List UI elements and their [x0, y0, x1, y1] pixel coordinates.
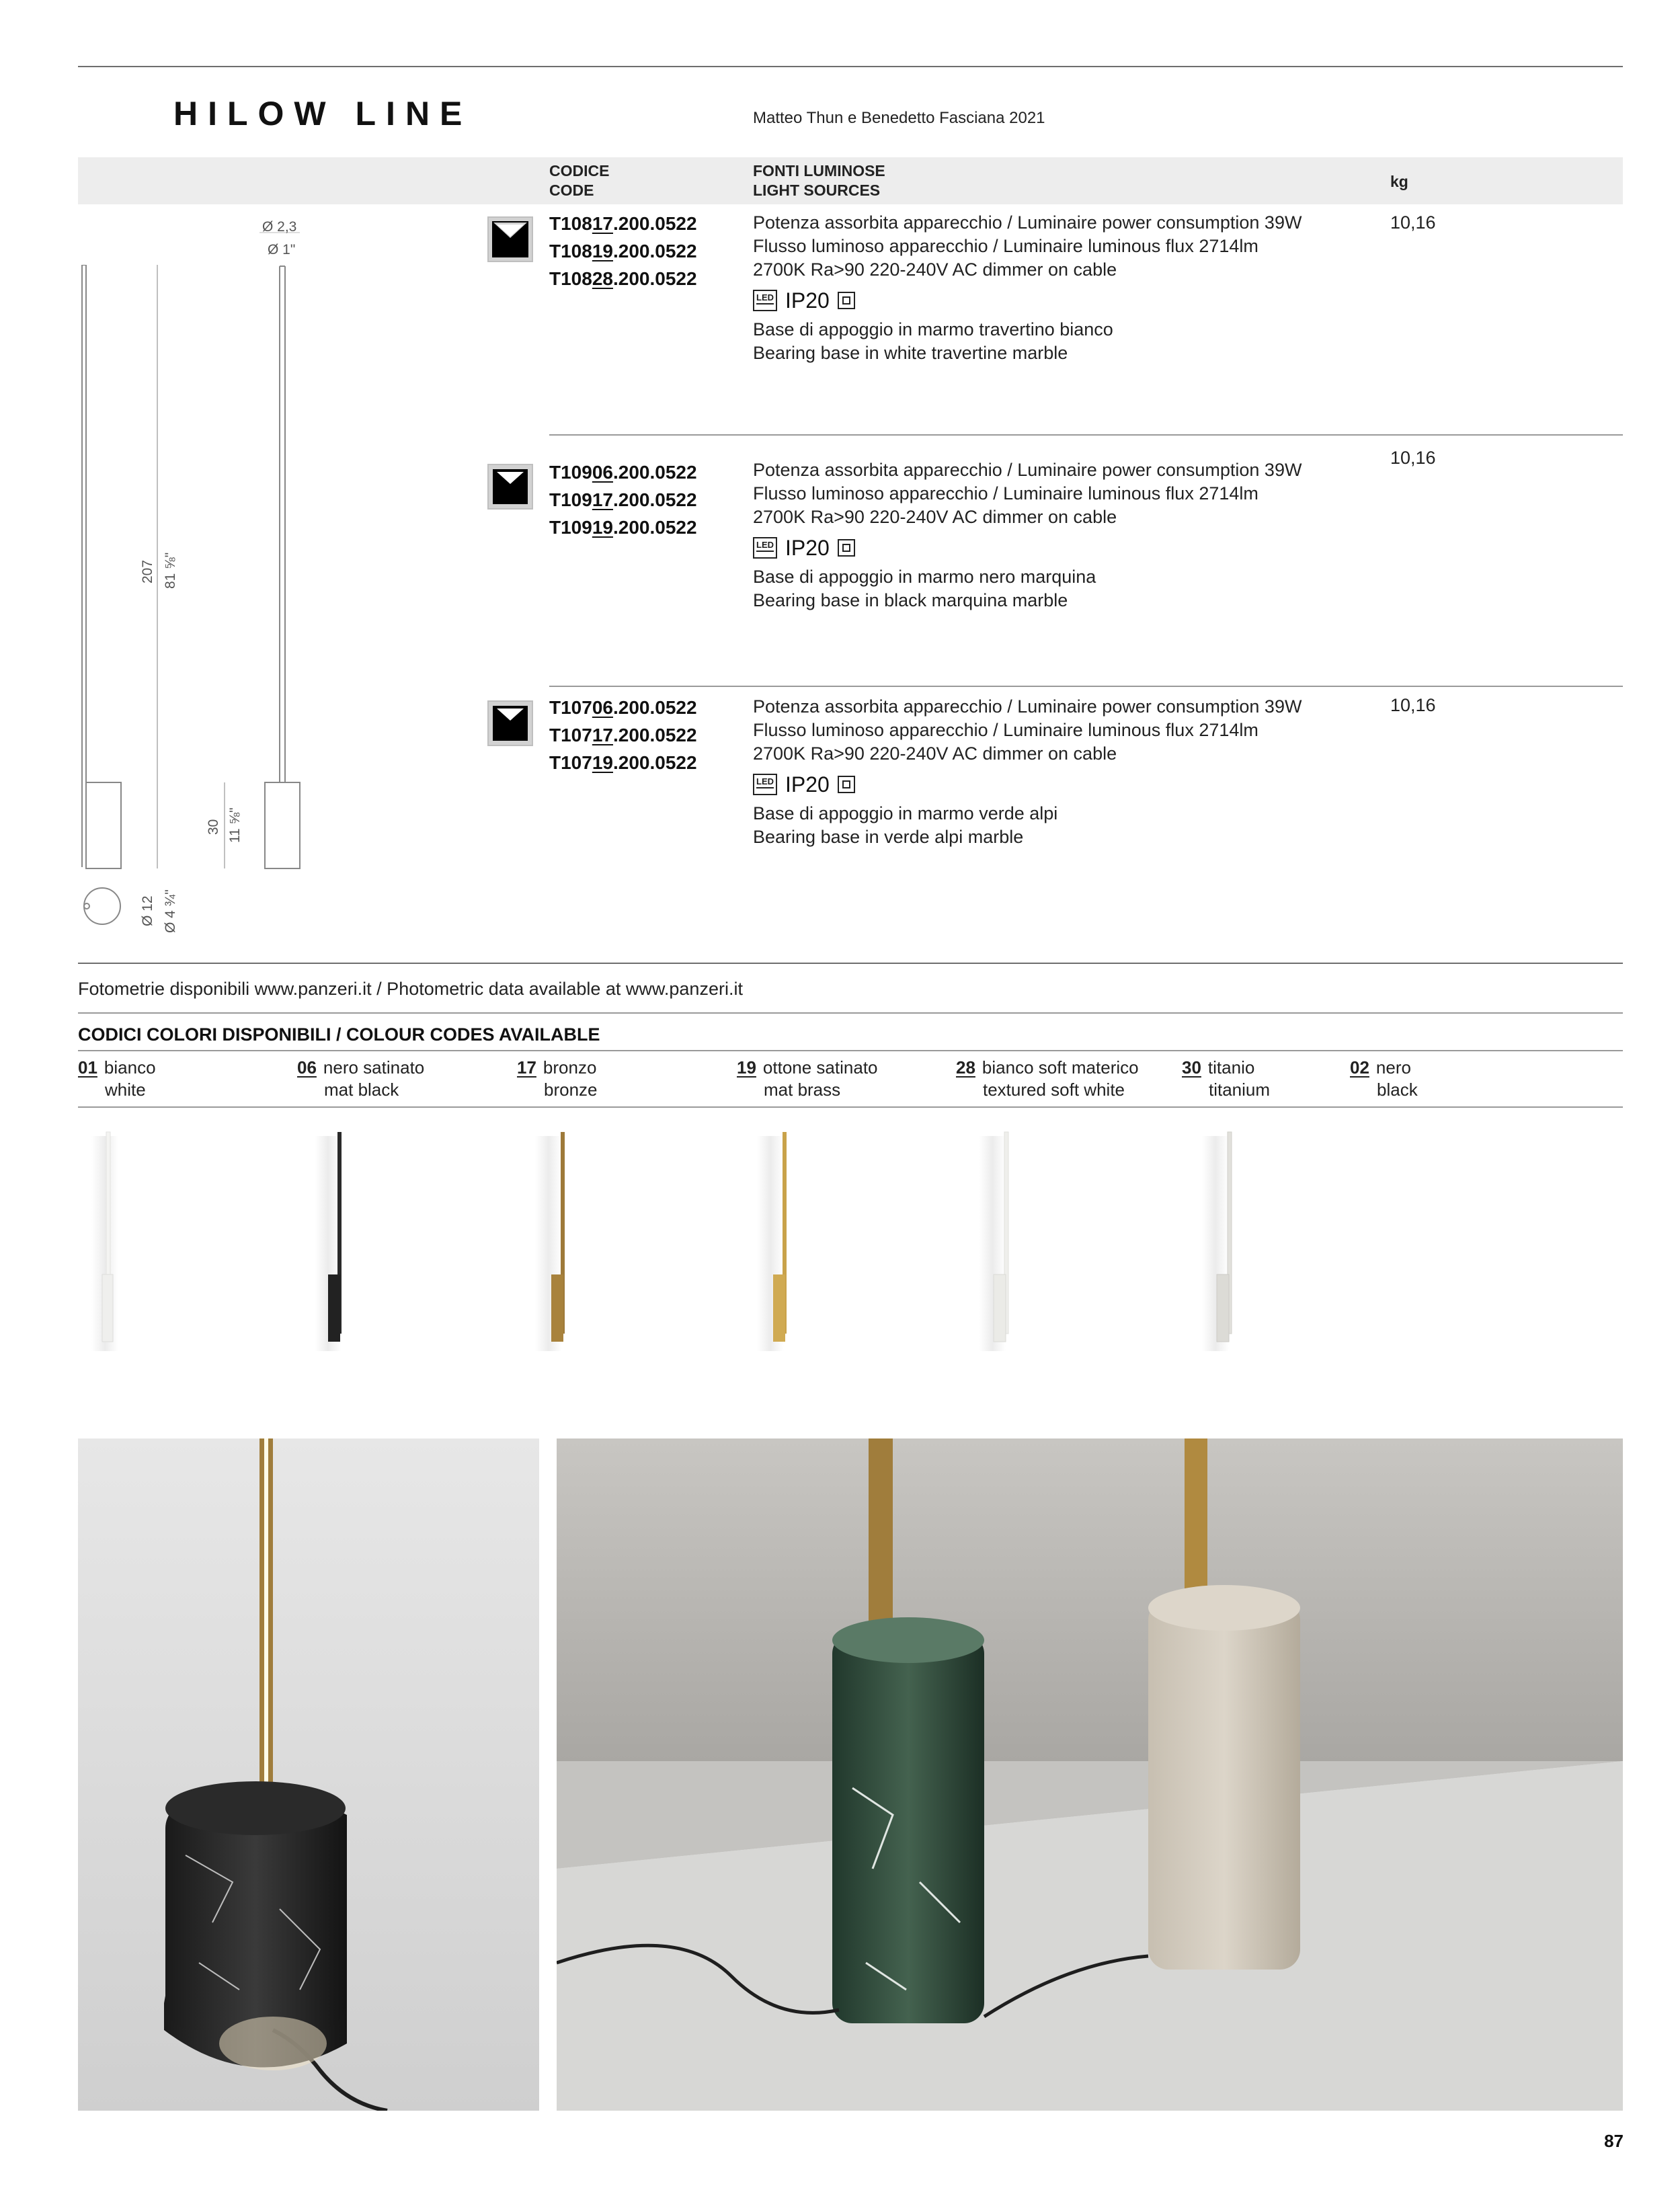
product-3-description: Potenza assorbita apparecchio / Luminaire power consumption 39W Flusso luminoso apparecchio / Luminaire luminous flux 2714lm 2700K Ra>90 220-240V AC dimmer on cable LED IP20 Base di appoggio in marmo verde alpi Bearing base in verde alpi marble	[753, 695, 1331, 849]
led-icon: LED	[753, 290, 777, 311]
product-code: T10717.200.0522	[549, 725, 697, 745]
product-code: T10719.200.0522	[549, 752, 697, 773]
photo-black-marble-closeup	[78, 1438, 539, 2111]
black-marble-photo	[78, 1438, 539, 2111]
base-diameter-in: Ø 4 ¾"	[163, 889, 178, 933]
colour-code-02: 02 nero black	[1350, 1057, 1418, 1100]
product-code: T10828.200.0522	[549, 268, 697, 289]
swatch-bronze	[535, 1132, 565, 1351]
swatch-mat-black	[315, 1132, 342, 1351]
fixture-type-icon	[487, 700, 533, 746]
designer-credit: Matteo Thun e Benedetto Fasciana 2021	[753, 109, 1045, 127]
row-divider	[549, 434, 1623, 436]
colour-code-19: 19 ottone satinato mat brass	[737, 1057, 878, 1100]
colour-swatch-images	[78, 1129, 1423, 1358]
led-icon: LED	[753, 537, 777, 559]
colour-codes-title: CODICI COLORI DISPONIBILI / COLOUR CODES AVAILABLE	[78, 1024, 600, 1045]
height-cm: 207	[140, 559, 155, 583]
ip-rating: IP20	[785, 535, 830, 560]
product-code: T10706.200.0522	[549, 697, 697, 718]
section-rule	[78, 1050, 1623, 1051]
product-code: T10917.200.0522	[549, 489, 697, 510]
fixture-type-icon	[487, 216, 533, 262]
tube-diameter-in: Ø 1"	[268, 242, 296, 257]
page-number: 87	[1604, 2131, 1624, 2151]
downlight-icon	[490, 467, 530, 507]
ip-rating: IP20	[785, 288, 830, 313]
header-light-sources: FONTI LUMINOSE LIGHT SOURCES	[753, 162, 885, 199]
row-divider	[549, 686, 1623, 687]
colour-code-01: 01 bianco white	[78, 1057, 156, 1100]
header-weight: kg	[1390, 173, 1408, 190]
section-rule	[78, 1106, 1623, 1108]
ip-rating-row	[753, 533, 1331, 563]
class-ii-icon	[838, 539, 855, 557]
photometric-note: Fotometrie disponibili www.panzeri.it / Photometric data available at www.panzeri.it	[78, 979, 743, 999]
ip-rating-row	[753, 770, 1331, 799]
product-1-codes	[549, 210, 697, 292]
swatch-titanium	[1202, 1132, 1232, 1351]
product-1-weight: 10,16	[1390, 212, 1436, 233]
downlight-icon	[490, 703, 530, 743]
top-rule	[78, 66, 1623, 67]
green-travertine-photo	[557, 1438, 1623, 2111]
page-title: HILOW LINE	[173, 95, 473, 132]
product-code: T10817.200.0522	[549, 213, 697, 234]
swatch-white	[91, 1132, 118, 1351]
colour-code-06: 06 nero satinato mat black	[297, 1057, 425, 1100]
product-2-codes	[549, 458, 697, 541]
product-1-description: Potenza assorbita apparecchio / Luminaire power consumption 39W Flusso luminoso apparecchio / Luminaire luminous flux 2714lm 2700K Ra>90 220-240V AC dimmer on cable LED IP20 Base di appoggio in marmo travertino bianco Bearing base in white travertine marble	[753, 211, 1331, 365]
product-3-codes	[549, 694, 697, 776]
fixture-type-icon	[487, 464, 533, 510]
colour-code-17: 17 bronzo bronze	[517, 1057, 598, 1100]
product-code: T10819.200.0522	[549, 241, 697, 261]
product-2-weight: 10,16	[1390, 448, 1436, 468]
swatch-textured-soft-white	[979, 1132, 1008, 1351]
downlight-icon	[490, 219, 530, 259]
photo-green-travertine-pair	[557, 1438, 1623, 2111]
tube-diameter-mm: Ø 2,3	[262, 219, 297, 235]
led-icon: LED	[753, 774, 777, 795]
base-height-in: 11 ⅝"	[227, 807, 243, 843]
header-code: CODICE CODE	[549, 162, 610, 199]
height-in: 81 ⅝"	[163, 552, 178, 589]
colour-code-30: 30 titanio titanium	[1182, 1057, 1271, 1100]
section-rule	[78, 1012, 1623, 1014]
product-3-weight: 10,16	[1390, 695, 1436, 715]
colour-code-28: 28 bianco soft materico textured soft white	[956, 1057, 1139, 1100]
product-2-description: Potenza assorbita apparecchio / Luminaire power consumption 39W Flusso luminoso apparecchio / Luminaire luminous flux 2714lm 2700K Ra>90 220-240V AC dimmer on cable LED IP20 Base di appoggio in marmo nero marquina Bearing base in black marquina marble	[753, 458, 1331, 612]
class-ii-icon	[838, 292, 855, 309]
base-diameter-cm: Ø 12	[140, 895, 155, 926]
technical-drawing	[78, 215, 320, 941]
product-code: T10906.200.0522	[549, 462, 697, 483]
ip-rating: IP20	[785, 772, 830, 797]
ip-rating-row	[753, 286, 1331, 315]
base-height-cm: 30	[206, 819, 221, 835]
section-rule	[78, 963, 1623, 964]
swatch-renders	[78, 1129, 1423, 1358]
product-code: T10919.200.0522	[549, 517, 697, 538]
swatch-mat-brass	[757, 1132, 787, 1351]
class-ii-icon	[838, 776, 855, 793]
lamp-side-drawing	[78, 215, 320, 941]
